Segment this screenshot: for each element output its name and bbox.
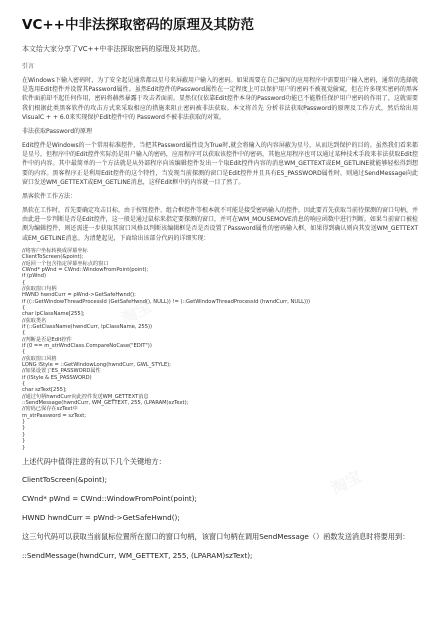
code-line: //密码已保存在szText中 xyxy=(22,406,78,413)
principle-paragraph: Edit控件是Windows的一个常用标准控件，当把其Password属性设为True时,就会将输入的内容屏蔽为星号，从而达到保护的目的。虽然我们看来都是星号，但程序中的Edit控件实际仍是用户输入的密码，应用程序可以获取该控件中的密码，其他应用程序也可以通过某种技术手段来非法获取Edit控件中的内容。其中最简单的一个方法就是从外部程序向该编辑控件发出一个取Edit控件内容的消息WM_GETTEXT或EM_GETLINE就能够轻松得到想要的内容。黑客程序正是利用Edit控件的这个特性，当发现当前探测的窗口是Edit控件并且具有ES_PASSWORD属性时，则通过SendMessage向此窗口发送WM_GETTEXT或EM_GETLINE消息，这样Edit框中的内容就一目了然了。 xyxy=(22,142,418,186)
code-line-get-safe-hwnd: HWND hwndCurr = pWnd->GetSafeHwnd(); xyxy=(22,512,180,522)
code-line: } xyxy=(22,419,26,426)
code-line: } xyxy=(22,431,26,438)
document-page xyxy=(22,16,418,565)
code-line: char szText[255]; xyxy=(22,387,67,394)
intro-paragraph: 本文给大家分享了VC++中非法探取密码的原理及其防范。 xyxy=(22,45,205,53)
preface-paragraph: 在Windows下输入密码时，为了安全起见通常都以星号来屏蔽用户输入的密码。如果需要在自己编写的应用程序中需要用户输入密码，通常的选择就是选用Edit控件并设置其Password属性。虽然Edit控件的Password属性在一定程度上可以保护用户的密码不被视觉偷窥，但在许多现实密码的黑客软件面前却不起任何作用，密码将赫然暴露于攻击者面前。显然仅仅依靠Edit控件本身的Password功能已不能胜任保护用户密码的作用了，这就需要我们根据此类黑客软件的攻击方式来采取相应的措施来阻止密码被非法获取。本文将首先 分析非法获取Password的原理及工作方式，然后给出用VisualC + + 6.0来实现保护Edit控件中的 Password不被非法获取的对策。 xyxy=(22,77,418,121)
code-line: if (::GetClassName(hwndCurr, lpClassName, 255)) xyxy=(22,323,153,330)
explain-line: 这三句代码可以获取当前鼠标位置所在窗口的窗口句柄，该窗口句柄在调用SendMessage（）函数发送消息时将要用到： xyxy=(22,531,410,541)
code-line: if ((::GetWindowThreadProcessId (GetSafeHwnd(), NULL)) != (::GetWindowThreadProcessId (hwndCurr, NULL))) xyxy=(22,298,311,305)
code-line: //获取类名 xyxy=(22,317,47,324)
code-line-send-message: ::SendMessage(hwndCurr, WM_GETTEXT, 255, (LPARAM)szText); xyxy=(22,550,253,560)
code-block xyxy=(22,248,418,451)
note-line: 上述代码中值得注意的有以下几个关键地方： xyxy=(22,456,166,466)
code-line: //将客户坐标转换成屏幕坐标 xyxy=(22,247,88,254)
code-line: CWnd* pWnd = CWnd::WindowFromPoint(point); xyxy=(22,266,149,273)
page-title: VC++中非法探取密码的原理及其防范 xyxy=(22,17,254,33)
workflow-paragraph: 黑软在工作时，首先要确定攻击目标，由于按钮控件、组合框控件等根本就不可能是接受密码输入的控件，因此要首先获取当前待探测的窗口句柄，并由此进一步判断是否是Edit控件，这一般是通过鼠标来指定要探测的窗口，并可在WM_MOUSEMOVE消息的响应函数中进行判断。如果当前窗口被检测为编辑控件，则还需进一步获取其窗口风格以判断该编辑框是否是否设置了Password属性的密码输入框，如果得到确认则向其发送WM_GETTEXT或EM_GETLINE消息。为清楚起见，下面给出该部分代码的详细实现： xyxy=(22,207,419,242)
code-line: m_strPassword = szText; xyxy=(22,412,87,419)
code-line: { xyxy=(22,304,26,311)
code-line: //获取窗口句柄 xyxy=(22,285,57,292)
code-line: //通过句柄hwndCurr向此控件发送WM_GETTEXT消息 xyxy=(22,393,149,400)
code-line: //获取窗口风格 xyxy=(22,355,57,362)
code-line: { xyxy=(22,279,26,286)
code-line: LONG lStyle = ::GetWindowLong(hwndCurr, GWL_STYLE); xyxy=(22,362,171,369)
code-line: HWND hwndCurr = pWnd->GetSafeHwnd(); xyxy=(22,292,136,299)
code-line: if (0 == m_strWndClass.CompareNoCase("EDIT")) xyxy=(22,343,152,349)
code-line: //如果设置了ES_PASSWORD属性 xyxy=(22,368,101,375)
section-heading-workflow: 黑客软件工作方法： xyxy=(22,193,77,201)
section-heading-principle: 非法获取Password的原理 xyxy=(22,128,93,136)
code-line: ::SendMessage(hwndCurr, WM_GETTEXT, 255, (LPARAM)szText); xyxy=(22,400,189,407)
code-line: if (pWnd) xyxy=(22,273,46,280)
code-line: } xyxy=(22,425,26,432)
code-line-client-to-screen: ClientToScreen(&point); xyxy=(22,474,108,484)
code-line: { xyxy=(22,381,26,388)
code-line: char lpClassName[255]; xyxy=(22,311,85,318)
code-line: { xyxy=(22,330,26,337)
code-line-window-from-point: CWnd* pWnd = CWnd::WindowFromPoint(point); xyxy=(22,493,197,503)
code-line: if (lStyle & ES_PASSWORD) xyxy=(22,374,92,381)
code-line: } xyxy=(22,438,26,445)
code-line: //返回一个包含指定屏幕坐标点的窗口 xyxy=(22,260,109,267)
code-line: } xyxy=(22,444,26,451)
code-line: //判断是否是Edit控件 xyxy=(22,336,72,343)
section-heading-preface: 引言 xyxy=(22,63,35,70)
code-line: { xyxy=(22,349,26,356)
code-line: ClientToScreen(&point); xyxy=(22,254,84,261)
